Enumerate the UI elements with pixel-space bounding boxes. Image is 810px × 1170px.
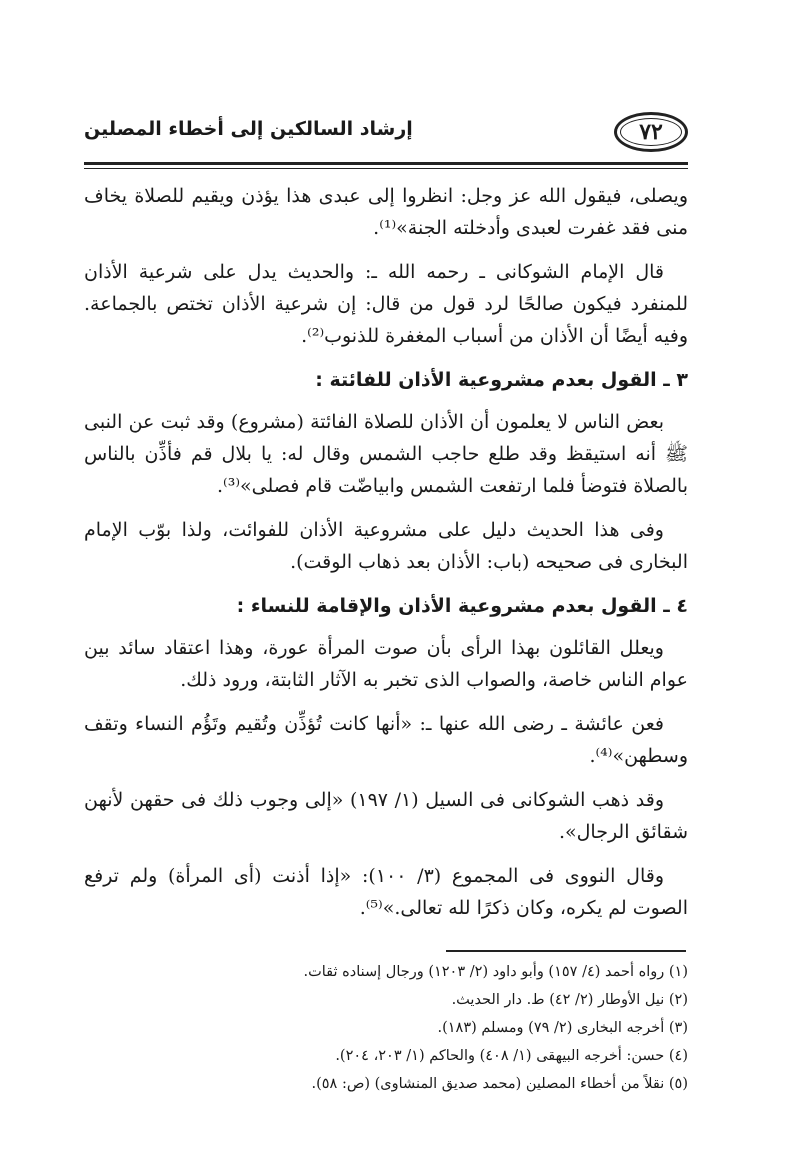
header-rule: [84, 162, 688, 165]
page-number-badge: [614, 112, 688, 152]
header-rule-thin: [84, 168, 688, 169]
paragraph-7: وقد ذهب الشوكانى فى السيل (١/ ١٩٧) «إلى وجوب ذلك فى حقهن لأنهن شقائق الرجال».: [84, 789, 688, 843]
footnote-2: (٢) نيل الأوطار (٢/ ٤٢) ط. دار الحديث.: [451, 992, 688, 1008]
main-text: [84, 180, 688, 936]
page-number: ٧٢: [639, 119, 663, 145]
footnote-rule: [446, 950, 686, 952]
footnote-4: (٤) حسن: أخرجه البيهقى (١/ ٤٠٨) والحاكم (١/ ٢٠٣، ٢٠٤).: [335, 1048, 688, 1064]
paragraph-4: وفى هذا الحديث دليل على مشروعية الأذان للفوائت، ولذا بوّب الإمام البخارى فى صحيحه (باب: الأذان بعد ذهاب الوقت).: [84, 519, 688, 573]
running-title: إرشاد السالكين إلى أخطاء المصلين: [84, 118, 413, 140]
footnote-1: (١) رواه أحمد (٤/ ١٥٧) وأبو داود (٢/ ١٢٠٣) ورجال إسناده ثقات.: [303, 964, 688, 980]
section-heading-3: ٣ ـ القول بعدم مشروعية الأذان للفائتة :: [315, 369, 688, 391]
footnote-3: (٣) أخرجه البخارى (٢/ ٧٩) ومسلم (١٨٣).: [437, 1020, 688, 1036]
paragraph-1: ويصلى، فيقول الله عز وجل: انظروا إلى عبدى هذا يؤذن ويقيم للصلاة يخاف منى فقد غفرت لعبدى وأدخلته الجنة»⁽¹⁾.: [84, 185, 688, 239]
paragraph-6: فعن عائشة ـ رضى الله عنها ـ: «أنها كانت تُؤذِّن وتُقيم وتَؤُم النساء وتقف وسطهن»⁽⁴⁾.: [84, 713, 688, 767]
paragraph-2: قال الإمام الشوكانى ـ رحمه الله ـ: والحديث يدل على شرعية الأذان للمنفرد فيكون صالحًا لرد قول من قال: إن شرعية الأذان تختص بالجماعة. وفيه أيضًا أن الأذان من أسباب المغفرة للذنوب⁽²⁾.: [84, 261, 688, 347]
paragraph-8: وقال النووى فى المجموع (٣/ ١٠٠): «إذا أذنت (أى المرأة) ولم ترفع الصوت لم يكره، وكان ذكرًا لله تعالى.»⁽⁵⁾.: [84, 865, 688, 919]
section-heading-4: ٤ ـ القول بعدم مشروعية الأذان والإقامة للنساء :: [236, 595, 688, 617]
paragraph-5: ويعلل القائلون بهذا الرأى بأن صوت المرأة عورة، وهذا اعتقاد سائد بين عوام الناس خاصة، والصواب الذى تخبر به الآثار الثابتة، ورود ذلك.: [84, 637, 688, 691]
paragraph-3: بعض الناس لا يعلمون أن الأذان للصلاة الفائتة (مشروع) وقد ثبت عن النبى ﷺ أنه استيقظ وقد طلع حاجب الشمس وقال له: يا بلال قم فأذِّن بالناس بالصلاة فتوضأ فلما ارتفعت الشمس وابياضّت قام فصلى»⁽³⁾.: [84, 411, 688, 497]
footnotes: [84, 958, 688, 1098]
footnote-5: (٥) نقلاً من أخطاء المصلين (محمد صديق المنشاوى) (ص: ٥٨).: [311, 1076, 688, 1092]
page-header: [84, 112, 688, 156]
